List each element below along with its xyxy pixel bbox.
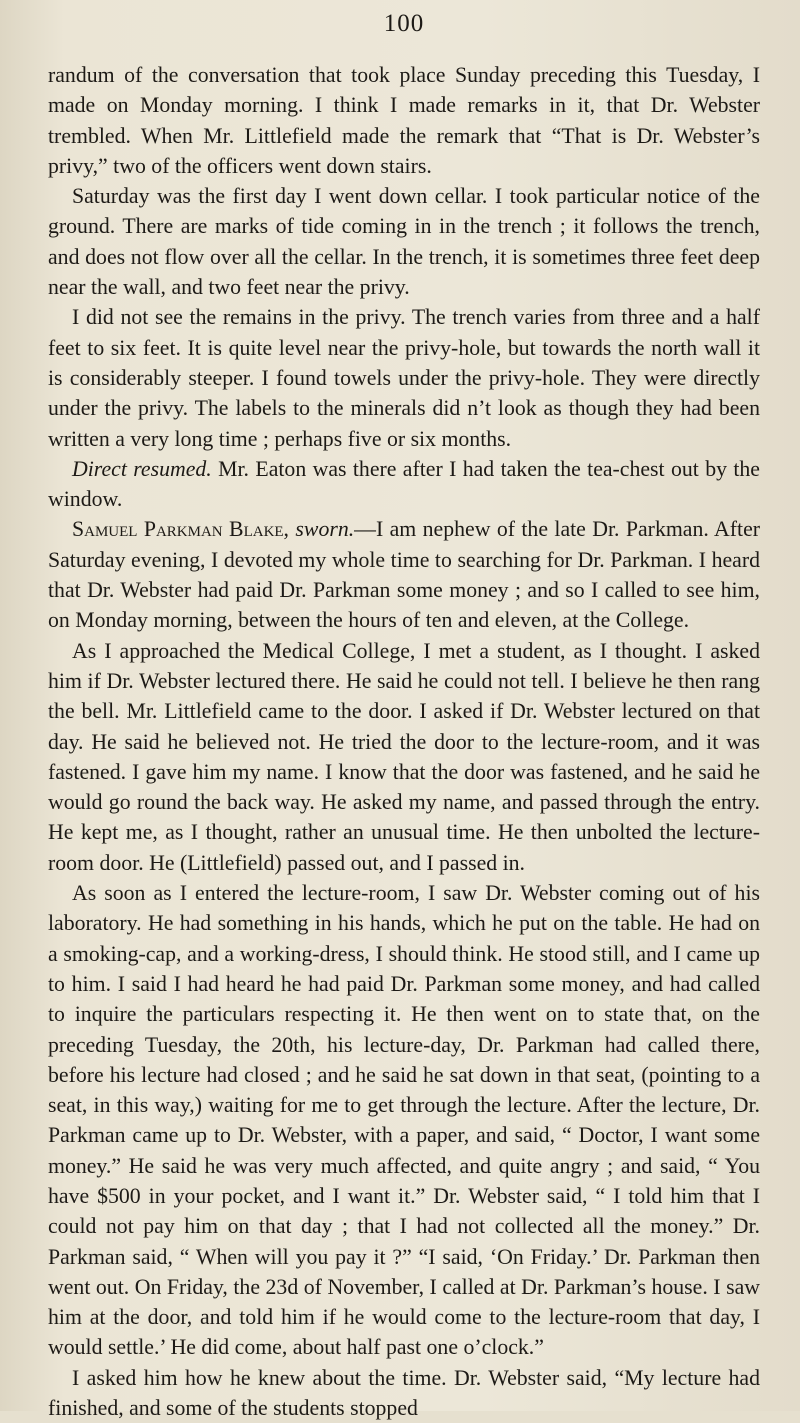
paragraph-text: As I approached the Medical College, I met a student, as I thought. I asked him if Dr. Webster lectured there. He said he could not tell. I believe he then rang the bell. Mr. Littlefield came to the door. I asked if Dr. Webster lectured on that day. He said he believed not. He tried the door to the lecture-room, and it was fastened. I gave him my name. I know that the door was fastened, and he said he would go round the back way. He asked my name, and passed through the entry. He kept me, as I thought, rather an unusual time. He then unbolted the lecture-room door. He (Littlefield) passed out, and I passed in. <box>48 638 760 875</box>
paragraph-text: Mr. Eaton was there after I had taken the tea-chest out by the window. <box>48 456 760 512</box>
paragraph <box>48 1363 760 1423</box>
paragraph-text: I did not see the remains in the privy. The trench varies from three and a half feet to six feet. It is quite level near the privy-hole, but towards the north wall it is considerably steeper. I found towels under the privy-hole. They were directly under the privy. The labels to the minerals did n’t look as though they had been written a very long time ; perhaps five or six months. <box>48 305 760 451</box>
paragraph-text: As soon as I entered the lecture-room, I saw Dr. Webster coming out of his laboratory. He had something in his hands, which he put on the table. He had on a smoking-cap, and a working-dress, I should think. He stood still, and I came up to him. I said I had heard he had paid Dr. Parkman some money, and had called to inquire the particulars respecting it. He then went on to state that, on the preceding Tuesday, the 20th, his lecture-day, Dr. Parkman had called there, before his lecture had closed ; and he said he sat down in that seat, (pointing to a seat, in this way,) waiting for me to get through the lecture. After the lecture, Dr. Parkman came up to Dr. Webster, with a paper, and said, “ Doctor, I want some money.” He said he was very much affected, and quite angry ; and said, “ You have $500 in your pocket, and I want it.” Dr. Webster said, “ I told him that I could not pay him on that day ; that I had not collected all the money.” Dr. Parkman said, “ When will you pay it ?” “I said, ‘On Friday.’ Dr. Parkman then went out. On Friday, the 23d of November, I called at Dr. Parkman’s house. I saw him at the door, and told him if he would come to the lecture-room that day, I would settle.’ He did come, about half past one o’clock.” <box>48 881 760 1360</box>
italic-text: sworn. <box>295 517 355 542</box>
paragraph <box>48 181 760 302</box>
paragraph <box>48 514 760 635</box>
paragraph-text: Saturday was the first day I went down cellar. I took particular notice of the ground. There are marks of tide coming in in the trench ; it follows the trench, and does not flow over all the cellar. In the trench, it is sometimes three feet deep near the wall, and two feet near the privy. <box>48 184 760 300</box>
paragraph-text: I asked him how he knew about the time. Dr. Webster said, “My lecture had finished, and some of the students stopped <box>48 1365 760 1421</box>
paragraph <box>48 302 760 453</box>
paragraph <box>48 636 760 878</box>
speaker-name: Samuel Parkman Blake, <box>72 517 290 542</box>
paragraph <box>48 60 760 181</box>
paragraph <box>48 454 760 515</box>
body-text <box>48 60 760 1423</box>
paragraph <box>48 878 760 1363</box>
italic-text: Direct resumed. <box>72 456 212 481</box>
paragraph-text: randum of the conversation that took place Sunday preceding this Tuesday, I made on Monday morning. I think I made remarks in it, that Dr. Webster trembled. When Mr. Littlefield made the remark that “That is Dr. Webster’s privy,” two of the officers went down stairs. <box>48 63 760 178</box>
page-number: 100 <box>383 10 425 37</box>
paragraph-text: —I am nephew of the late Dr. Parkman. After Saturday evening, I devoted my whole time to searching for Dr. Parkman. I heard that Dr. Webster had paid Dr. Parkman some money ; and so I called to see him, on Monday morning, between the hours of ten and eleven, at the College. <box>48 517 761 633</box>
